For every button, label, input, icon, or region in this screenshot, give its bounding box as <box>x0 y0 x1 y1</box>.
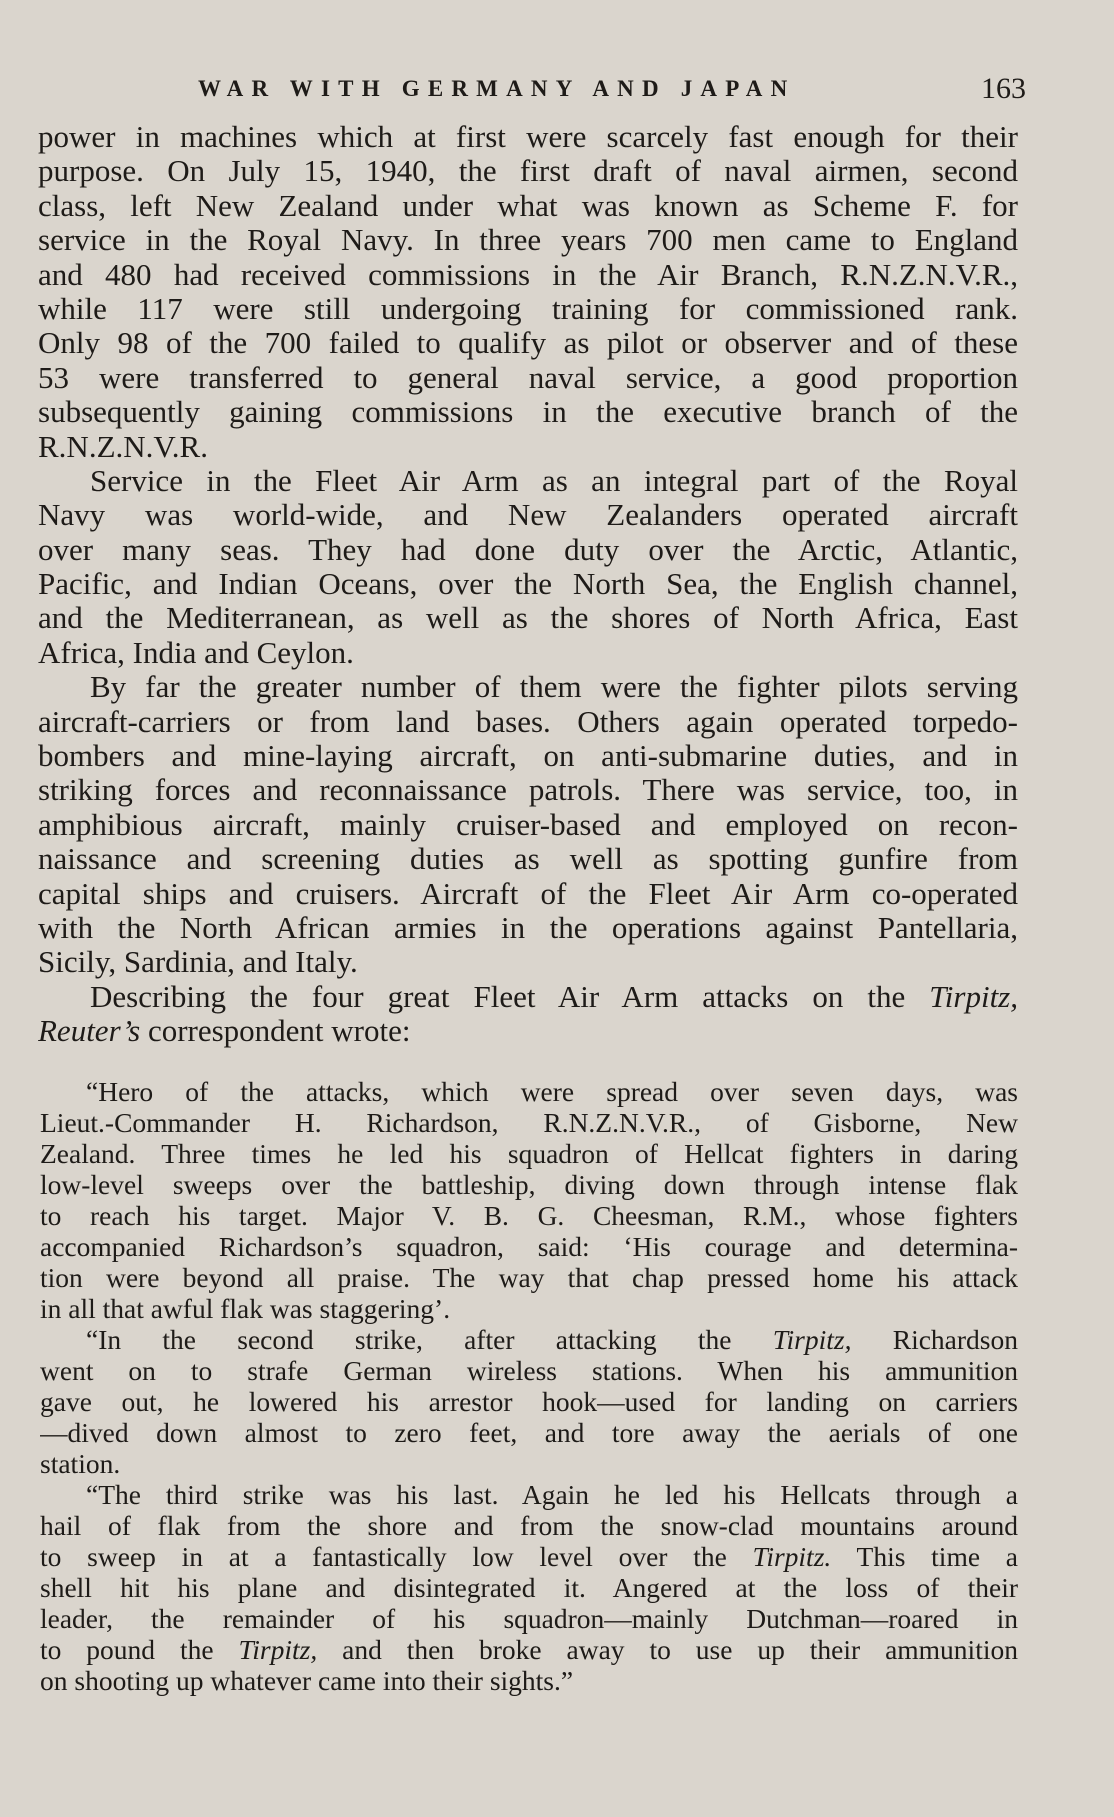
text-line: naissance and screening duties as well as spotting gunfire from <box>38 842 1018 877</box>
quote-line: Lieut.-Commander H. Richardson, R.N.Z.N.V.R., of Gisborne, New <box>40 1107 1018 1138</box>
text-line: bombers and mine-laying aircraft, on anti-submarine duties, and in <box>38 739 1018 774</box>
text-line: capital ships and cruisers. Aircraft of the Fleet Air Arm co-operated <box>38 876 1018 911</box>
text-line: while 117 were still undergoing training for commissioned rank. <box>38 291 1018 326</box>
text-line: Service in the Fleet Air Arm as an integral part of the Royal <box>90 463 1018 498</box>
quote-line: hail of flak from the shore and from the snow-clad mountains around <box>40 1510 1018 1541</box>
text-line: class, left New Zealand under what was known as Scheme F. for <box>38 188 1018 223</box>
quote-line: tion were beyond all praise. The way that chap pressed home his attack <box>40 1262 1018 1293</box>
block-quote <box>40 1076 1018 1696</box>
running-head: WAR WITH GERMANY AND JAPAN <box>198 76 796 101</box>
quote-line: went on to strafe German wireless stations. When his ammunition <box>40 1355 1018 1386</box>
text-line: 53 were transferred to general naval service, a good proportion <box>38 360 1018 395</box>
text-run: “In the second strike, after attacking the <box>86 1324 773 1355</box>
body-text <box>38 120 1018 1049</box>
quote-line: shell hit his plane and disintegrated it. Angered at the loss of their <box>40 1572 1018 1603</box>
text-line: purpose. On July 15, 1940, the first draft of naval airmen, second <box>38 154 1018 189</box>
text-run: correspondent wrote: <box>140 1014 411 1049</box>
text-line: By far the greater number of them were the fighter pilots serving <box>90 670 1018 705</box>
quote-line: in all that awful flak was staggering’. <box>40 1293 451 1324</box>
text-line: amphibious aircraft, mainly cruiser-based and employed on recon- <box>38 807 1018 842</box>
page-number: 163 <box>981 72 1026 105</box>
quote-line: —dived down almost to zero feet, and tore away the aerials of one <box>40 1417 1018 1448</box>
quote-line <box>40 1541 1018 1572</box>
quote-line: low-level sweeps over the battleship, diving down through intense flak <box>40 1169 1018 1200</box>
text-run: to pound the <box>40 1634 239 1665</box>
text-run: Describing the four great Fleet Air Arm attacks on the <box>90 979 930 1014</box>
text-run: and then broke away to use up their ammunition <box>317 1634 1018 1665</box>
quote-line <box>40 1324 1018 1355</box>
text-run: This time a <box>831 1541 1018 1572</box>
text-line: Navy was world-wide, and New Zealanders operated aircraft <box>38 498 1018 533</box>
text-run: Richardson <box>851 1324 1018 1355</box>
text-line: subsequently gaining commissions in the executive branch of the <box>38 395 1018 430</box>
quote-line: “Hero of the attacks, which were spread over seven days, was <box>86 1076 1018 1107</box>
quote-line: to reach his target. Major V. B. G. Cheesman, R.M., whose fighters <box>40 1200 1018 1231</box>
quote-line: station. <box>40 1448 121 1479</box>
quote-line: “The third strike was his last. Again he led his Hellcats through a <box>86 1479 1018 1510</box>
quote-line: gave out, he lowered his arrestor hook—used for landing on carriers <box>40 1386 1018 1417</box>
ship-name: Tirpitz, <box>929 979 1018 1014</box>
text-line: striking forces and reconnaissance patrols. There was service, too, in <box>38 773 1018 808</box>
quote-line: Zealand. Three times he led his squadron of Hellcat fighters in daring <box>40 1138 1018 1169</box>
text-line: Pacific, and Indian Oceans, over the North Sea, the English channel, <box>38 567 1018 602</box>
text-line <box>38 980 1018 1014</box>
text-line: over many seas. They had done duty over the Arctic, Atlantic, <box>38 532 1018 567</box>
ship-name: Tirpitz. <box>752 1541 832 1572</box>
text-line: Sicily, Sardinia, and Italy. <box>38 945 358 980</box>
page-header <box>38 72 1026 108</box>
text-line <box>38 1014 1018 1048</box>
quote-line: accompanied Richardson’s squadron, said: ‘His courage and determina- <box>40 1231 1018 1262</box>
ship-name: Tirpitz, <box>772 1324 852 1355</box>
text-line: with the North African armies in the operations against Pantellaria, <box>38 910 1018 945</box>
agency-name: Reuter’s <box>38 1014 141 1049</box>
text-line: and the Mediterranean, as well as the shores of North Africa, East <box>38 601 1018 636</box>
text-line: aircraft-carriers or from land bases. Others again operated torpedo- <box>38 704 1018 739</box>
quote-line: leader, the remainder of his squadron—mainly Dutchman—roared in <box>40 1603 1018 1634</box>
quote-line: on shooting up whatever came into their sights.” <box>40 1665 574 1696</box>
text-line: Only 98 of the 700 failed to qualify as pilot or observer and of these <box>38 326 1018 361</box>
text-run: to sweep in at a fantastically low level over the <box>40 1541 753 1572</box>
quote-line <box>40 1634 1018 1665</box>
ship-name: Tirpitz, <box>238 1634 318 1665</box>
text-line: R.N.Z.N.V.R. <box>38 429 208 464</box>
text-line: power in machines which at first were scarcely fast enough for their <box>38 120 1018 154</box>
text-line: Africa, India and Ceylon. <box>38 635 354 670</box>
text-line: and 480 had received commissions in the Air Branch, R.N.Z.N.V.R., <box>38 257 1018 292</box>
text-line: service in the Royal Navy. In three years 700 men came to England <box>38 223 1018 258</box>
